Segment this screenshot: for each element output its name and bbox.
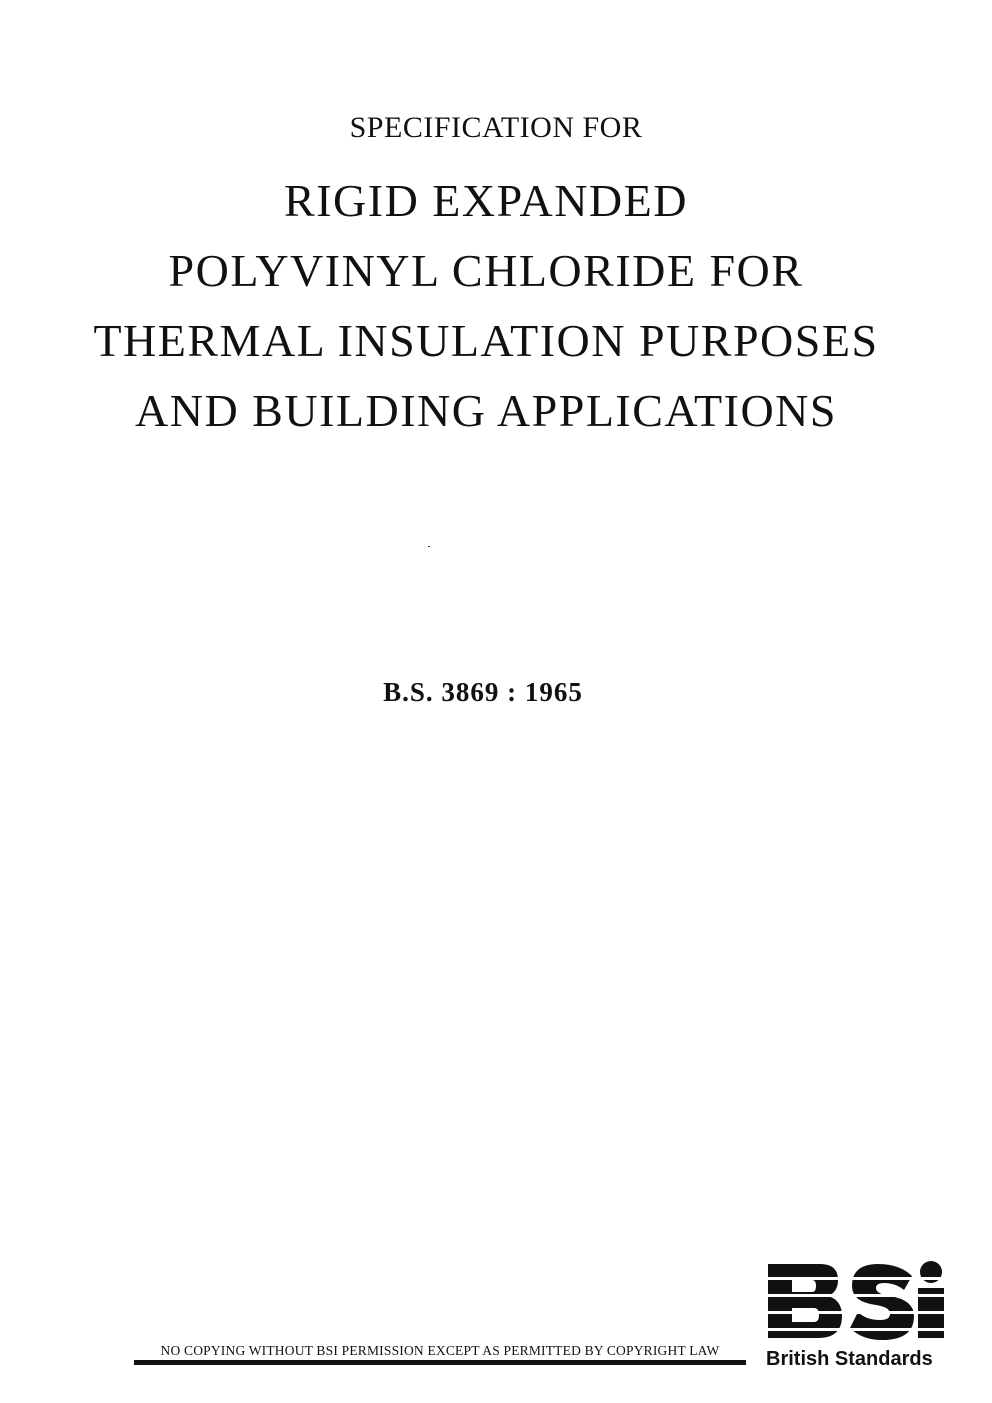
title-line-2: POLYVINYL CHLORIDE FOR [168, 245, 804, 296]
footer-rule [134, 1360, 746, 1365]
bsi-brand-name: British Standards [766, 1348, 933, 1370]
bsi-logo-graphic [762, 1258, 948, 1344]
print-speck [428, 546, 430, 547]
copyright-notice: NO COPYING WITHOUT BSI PERMISSION EXCEPT AS PERMITTED BY COPYRIGHT LAW [160, 1343, 720, 1358]
document-title [0, 166, 972, 446]
title-line-4: AND BUILDING APPLICATIONS [135, 385, 837, 436]
standard-number: B.S. 3869 : 1965 [383, 677, 583, 707]
pre-title: SPECIFICATION FOR [349, 111, 643, 144]
title-line-1: RIGID EXPANDED [284, 175, 688, 226]
title-line-3: THERMAL INSULATION PURPOSES [93, 315, 879, 366]
